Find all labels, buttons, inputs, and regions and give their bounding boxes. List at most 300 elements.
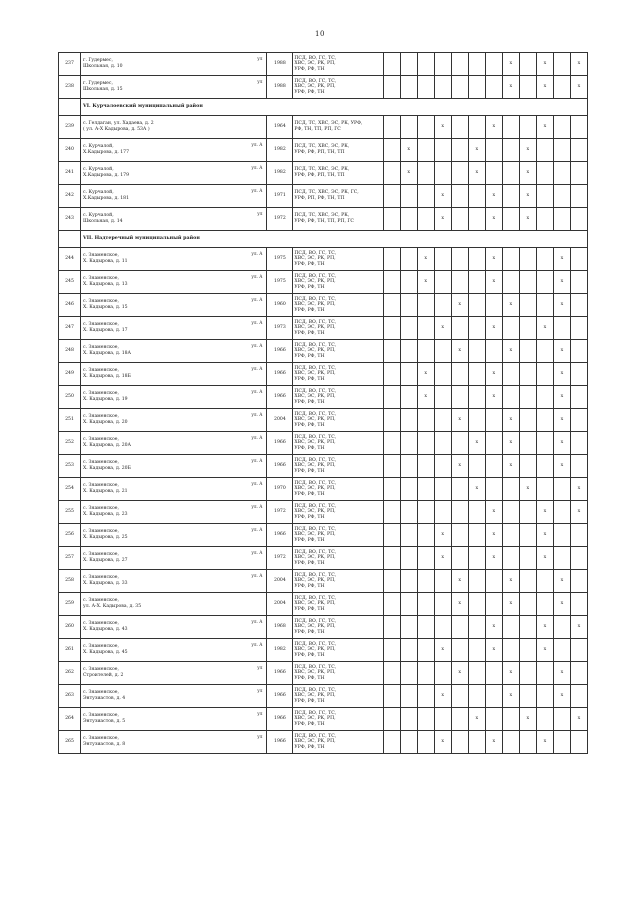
schedule-cell: x <box>485 616 502 639</box>
schedule-cell <box>434 570 451 593</box>
schedule-cell <box>570 116 587 139</box>
address-street-house: Х. Кадырова, д. 27 <box>83 558 128 563</box>
address-street-house: Х. Кадырова, д. 20 <box>83 420 128 425</box>
works-line: ХВС, ЭС, РК, РП, <box>294 555 336 561</box>
schedule-cell <box>417 139 434 162</box>
building-row <box>59 639 588 662</box>
works-line: УРФ, РФ, ТН <box>294 583 325 589</box>
row-number: 265 <box>59 731 81 754</box>
address-cell <box>81 53 267 76</box>
schedule-cell <box>570 340 587 363</box>
row-number: 237 <box>59 53 81 76</box>
schedule-cell <box>536 386 553 409</box>
works-list-cell <box>293 524 383 547</box>
works-line: УРФ, РФ, РП, ТН, ТП <box>294 150 345 155</box>
building-row <box>59 455 588 478</box>
address-cell <box>81 317 267 340</box>
schedule-cell <box>451 731 468 754</box>
schedule-cell <box>383 294 400 317</box>
schedule-cell <box>383 685 400 708</box>
works-line: ПСД, ВО, ГС, ТС, <box>294 78 337 84</box>
build-year: 1988 <box>267 53 293 76</box>
build-year: 1966 <box>267 731 293 754</box>
schedule-cell: x <box>553 685 570 708</box>
schedule-cell: x <box>485 731 502 754</box>
works-line: ХВС, ЭС, РК, РП, <box>294 302 336 308</box>
schedule-cell <box>434 409 451 432</box>
schedule-cell: x <box>536 616 553 639</box>
address-locality: с. Знаменское, <box>83 598 119 604</box>
schedule-cell <box>451 248 468 271</box>
schedule-cell <box>570 317 587 340</box>
schedule-cell <box>451 708 468 731</box>
build-year: 1966 <box>267 363 293 386</box>
schedule-cell <box>451 116 468 139</box>
street-type-label: ул. А <box>251 573 263 578</box>
schedule-cell: x <box>519 139 536 162</box>
schedule-cell <box>400 731 417 754</box>
works-list-cell <box>293 593 383 616</box>
works-line: УРФ, РФ, ТН <box>294 330 325 336</box>
schedule-cell: x <box>502 432 519 455</box>
schedule-cell: x <box>485 208 502 231</box>
schedule-cell <box>570 409 587 432</box>
schedule-cell <box>383 662 400 685</box>
build-year: 1972 <box>267 208 293 231</box>
address-locality: с. Знаменское, <box>83 368 119 374</box>
address-street-house: Х. Кадырова, д. 11 <box>83 259 128 264</box>
schedule-cell <box>451 76 468 99</box>
schedule-cell: x <box>536 317 553 340</box>
schedule-cell: x <box>536 53 553 76</box>
schedule-cell <box>417 616 434 639</box>
schedule-cell <box>553 116 570 139</box>
schedule-cell <box>468 271 485 294</box>
works-line: УРФ, РФ, ТН <box>294 307 325 313</box>
address-street-house: Х. Кадырова, д. 18Б <box>83 374 131 379</box>
schedule-cell <box>502 162 519 185</box>
address-street-house: Х. Кадырова, д. 17 <box>83 328 128 333</box>
schedule-cell: x <box>519 185 536 208</box>
schedule-cell <box>485 53 502 76</box>
row-number: 242 <box>59 185 81 208</box>
schedule-cell: x <box>485 317 502 340</box>
schedule-cell <box>451 271 468 294</box>
address-street-house: Школьная, д. 10 <box>83 64 123 69</box>
schedule-cell <box>417 185 434 208</box>
schedule-cell <box>451 547 468 570</box>
schedule-cell <box>468 317 485 340</box>
schedule-cell: x <box>553 271 570 294</box>
schedule-cell <box>536 570 553 593</box>
schedule-cell <box>519 53 536 76</box>
schedule-cell <box>451 501 468 524</box>
schedule-cell <box>570 271 587 294</box>
schedule-cell <box>570 524 587 547</box>
works-list-cell <box>293 271 383 294</box>
building-row <box>59 76 588 99</box>
schedule-cell <box>468 455 485 478</box>
street-type-label: ул. А <box>251 165 263 170</box>
schedule-cell <box>519 593 536 616</box>
works-line: УРФ, РФ, ТН <box>294 629 325 635</box>
address-cell <box>81 139 267 162</box>
schedule-cell <box>502 547 519 570</box>
schedule-cell: x <box>570 53 587 76</box>
schedule-cell <box>383 208 400 231</box>
schedule-cell <box>417 662 434 685</box>
schedule-cell <box>383 76 400 99</box>
schedule-cell <box>383 547 400 570</box>
schedule-cell <box>434 593 451 616</box>
address-cell <box>81 116 267 139</box>
row-number: 264 <box>59 708 81 731</box>
schedule-cell <box>468 185 485 208</box>
address-locality: с. Знаменское, <box>83 690 119 696</box>
works-line: УРФ, РФ, ТН <box>294 514 325 520</box>
schedule-cell <box>502 208 519 231</box>
address-cell <box>81 501 267 524</box>
schedule-cell <box>400 317 417 340</box>
schedule-cell <box>519 639 536 662</box>
row-number: 255 <box>59 501 81 524</box>
schedule-cell <box>434 455 451 478</box>
schedule-cell <box>519 524 536 547</box>
schedule-cell <box>519 340 536 363</box>
schedule-cell: x <box>400 139 417 162</box>
schedule-cell <box>502 731 519 754</box>
works-list-cell <box>293 501 383 524</box>
build-year: 1966 <box>267 386 293 409</box>
works-line: УРФ, РП, РФ, ТН, ТП <box>294 196 345 201</box>
address-cell <box>81 662 267 685</box>
address-cell <box>81 524 267 547</box>
schedule-cell <box>536 208 553 231</box>
section-num-cell <box>59 99 81 116</box>
row-number: 260 <box>59 616 81 639</box>
schedule-cell: x <box>485 524 502 547</box>
schedule-cell <box>417 524 434 547</box>
works-line: УРФ, РФ, ТН <box>294 261 325 267</box>
schedule-cell <box>468 248 485 271</box>
schedule-cell: x <box>553 409 570 432</box>
street-type-label: ул <box>257 211 263 216</box>
schedule-cell <box>553 478 570 501</box>
address-cell <box>81 386 267 409</box>
street-type-label: ул <box>257 79 263 84</box>
schedule-cell <box>519 76 536 99</box>
row-number: 250 <box>59 386 81 409</box>
street-type-label: ул. А <box>251 642 263 647</box>
schedule-cell: x <box>553 662 570 685</box>
street-type-label: ул. А <box>251 435 263 440</box>
schedule-cell <box>468 208 485 231</box>
schedule-cell: x <box>400 162 417 185</box>
works-list-cell <box>293 116 383 139</box>
schedule-cell <box>485 662 502 685</box>
works-line: ХВС, ЭС, РК, РП, <box>294 61 336 67</box>
schedule-cell: x <box>485 271 502 294</box>
schedule-cell <box>485 432 502 455</box>
schedule-cell <box>451 363 468 386</box>
schedule-cell <box>434 616 451 639</box>
schedule-cell: x <box>468 478 485 501</box>
schedule-cell <box>553 53 570 76</box>
works-line: ХВС, ЭС, РК, РП, <box>294 279 336 285</box>
schedule-cell <box>417 708 434 731</box>
works-line: ХВС, ЭС, РК, РП, <box>294 84 336 90</box>
works-line: УРФ, РФ, ТН <box>294 560 325 566</box>
schedule-cell <box>417 409 434 432</box>
address-locality: с. Знаменское, <box>83 552 119 558</box>
schedule-cell <box>434 53 451 76</box>
schedule-cell: x <box>434 116 451 139</box>
address-cell <box>81 639 267 662</box>
address-cell <box>81 294 267 317</box>
schedule-cell: x <box>434 639 451 662</box>
works-line: ПСД, ВО, ГС, ТС, <box>294 480 337 486</box>
schedule-cell <box>502 116 519 139</box>
schedule-cell <box>400 616 417 639</box>
schedule-cell <box>434 501 451 524</box>
address-locality: с. Знаменское, <box>83 529 119 535</box>
schedule-cell <box>451 185 468 208</box>
address-locality: с. Знаменское, <box>83 621 119 627</box>
schedule-cell <box>400 340 417 363</box>
schedule-cell <box>485 685 502 708</box>
street-type-label: ул. А <box>251 550 263 555</box>
schedule-cell: x <box>434 524 451 547</box>
schedule-cell <box>468 685 485 708</box>
address-street-house: Х. Кадырова, д. 25 <box>83 535 128 540</box>
address-locality: с. Курчалой, <box>83 213 114 219</box>
schedule-cell <box>570 593 587 616</box>
schedule-cell <box>553 317 570 340</box>
schedule-cell <box>383 524 400 547</box>
works-line: УРФ, РФ, РП, ТН, ТП <box>294 173 345 178</box>
works-line: ХВС, ЭС, РК, РП, <box>294 440 336 446</box>
works-line: ХВС, ЭС, РК, РП, <box>294 463 336 469</box>
works-line: ПСД, ТС, ХВС, ЭС, РК, ГС, <box>294 190 359 196</box>
schedule-cell <box>400 363 417 386</box>
street-type-label: ул. А <box>251 274 263 279</box>
building-row <box>59 524 588 547</box>
schedule-cell <box>468 570 485 593</box>
building-row <box>59 139 588 162</box>
schedule-cell <box>383 271 400 294</box>
build-year: 1966 <box>267 455 293 478</box>
schedule-cell <box>502 708 519 731</box>
schedule-cell <box>519 662 536 685</box>
schedule-cell <box>553 185 570 208</box>
address-cell <box>81 340 267 363</box>
address-street-house: Х.Кадырова, д. 177 <box>83 150 130 155</box>
schedule-cell: x <box>570 478 587 501</box>
schedule-cell <box>536 185 553 208</box>
schedule-cell <box>434 248 451 271</box>
street-type-label: ул. А <box>251 142 263 147</box>
schedule-cell <box>417 317 434 340</box>
schedule-cell: x <box>536 116 553 139</box>
schedule-cell: x <box>553 363 570 386</box>
works-line: ХВС, ЭС, РК, РП, <box>294 532 336 538</box>
address-street-house: Школьная, д. 15 <box>83 87 123 92</box>
address-locality: с. Знаменское, <box>83 506 119 512</box>
schedule-cell <box>570 248 587 271</box>
schedule-cell: x <box>536 547 553 570</box>
build-year: 1960 <box>267 294 293 317</box>
works-line: УРФ, РФ, ТН <box>294 698 325 704</box>
building-row <box>59 208 588 231</box>
works-line: УРФ, РФ, ТН <box>294 376 325 382</box>
section-num-cell <box>59 231 81 248</box>
schedule-cell <box>417 76 434 99</box>
works-list-cell <box>293 317 383 340</box>
schedule-cell: x <box>553 386 570 409</box>
schedule-cell: x <box>417 271 434 294</box>
schedule-cell <box>570 570 587 593</box>
schedule-cell <box>553 76 570 99</box>
schedule-cell <box>383 478 400 501</box>
registry-body <box>59 53 588 754</box>
schedule-cell <box>468 340 485 363</box>
schedule-cell: x <box>434 185 451 208</box>
works-list-cell <box>293 432 383 455</box>
address-locality: с. Курчалой, <box>83 190 114 196</box>
schedule-cell <box>468 76 485 99</box>
street-type-label: ул. А <box>251 504 263 509</box>
address-street-house: Х. Кадырова, д. 20А <box>83 443 132 448</box>
schedule-cell <box>536 294 553 317</box>
section-header-row <box>59 231 588 248</box>
works-line: ПСД, ВО, ГС, ТС, <box>294 388 337 394</box>
works-line: ПСД, ВО, ГС, ТС, <box>294 733 337 739</box>
row-number: 258 <box>59 570 81 593</box>
address-street-house: ( ул. А-Х Кадырова, д. 53А ) <box>83 127 150 132</box>
works-line: УРФ, РФ, ТН <box>294 445 325 451</box>
schedule-cell: x <box>434 317 451 340</box>
address-locality: с. Знаменское, <box>83 414 119 420</box>
schedule-cell <box>400 501 417 524</box>
schedule-cell <box>417 294 434 317</box>
row-number: 261 <box>59 639 81 662</box>
building-row <box>59 53 588 76</box>
schedule-cell: x <box>485 248 502 271</box>
schedule-cell: x <box>451 662 468 685</box>
schedule-cell: x <box>468 708 485 731</box>
schedule-cell <box>536 340 553 363</box>
works-list-cell <box>293 386 383 409</box>
works-list-cell <box>293 409 383 432</box>
schedule-cell: x <box>502 455 519 478</box>
building-row <box>59 685 588 708</box>
address-cell <box>81 432 267 455</box>
street-type-label: ул. А <box>251 188 263 193</box>
schedule-cell: x <box>553 593 570 616</box>
works-list-cell <box>293 685 383 708</box>
works-list-cell <box>293 340 383 363</box>
schedule-cell <box>417 116 434 139</box>
schedule-cell <box>417 593 434 616</box>
schedule-cell: x <box>502 685 519 708</box>
works-line: ХВС, ЭС, РК, РП, <box>294 624 336 630</box>
schedule-cell: x <box>553 248 570 271</box>
works-line: ХВС, ЭС, РК, РП, <box>294 486 336 492</box>
schedule-cell <box>553 139 570 162</box>
building-row <box>59 116 588 139</box>
schedule-cell: x <box>417 386 434 409</box>
works-line: УРФ, РФ, ТН <box>294 353 325 359</box>
address-street-house: Х. Кадырова, д. 33 <box>83 581 128 586</box>
address-locality: с. Знаменское, <box>83 667 119 673</box>
works-line: ХВС, ЭС, РК, РП, <box>294 716 336 722</box>
works-line: ПСД, ВО, ГС, ТС, <box>294 365 337 371</box>
schedule-cell <box>468 639 485 662</box>
building-row <box>59 409 588 432</box>
schedule-cell <box>383 116 400 139</box>
schedule-cell: x <box>485 116 502 139</box>
works-list-cell <box>293 547 383 570</box>
works-line: ХВС, ЭС, РК, РП, <box>294 693 336 699</box>
schedule-cell <box>417 731 434 754</box>
schedule-cell <box>434 432 451 455</box>
schedule-cell <box>536 478 553 501</box>
schedule-cell: x <box>485 386 502 409</box>
address-locality: с. Знаменское, <box>83 276 119 282</box>
works-line: УРФ, РФ, ТН <box>294 721 325 727</box>
address-cell <box>81 685 267 708</box>
works-line: ПСД, ВО, ГС, ТС, <box>294 664 337 670</box>
schedule-cell <box>417 570 434 593</box>
address-street-house: Строителей, д. 2 <box>83 673 124 678</box>
schedule-cell <box>400 53 417 76</box>
schedule-cell: x <box>451 593 468 616</box>
address-street-house: Х. Кадырова, д. 13 <box>83 282 128 287</box>
schedule-cell <box>434 294 451 317</box>
schedule-cell <box>553 708 570 731</box>
schedule-cell <box>502 271 519 294</box>
schedule-cell <box>536 363 553 386</box>
street-type-label: ул. А <box>251 320 263 325</box>
schedule-cell <box>519 731 536 754</box>
works-list-cell <box>293 248 383 271</box>
street-type-label: ул. А <box>251 619 263 624</box>
works-line: ХВС, ЭС, РК, РП, <box>294 325 336 331</box>
schedule-cell: x <box>502 662 519 685</box>
schedule-cell: x <box>417 248 434 271</box>
schedule-cell <box>502 363 519 386</box>
schedule-cell <box>434 708 451 731</box>
schedule-cell: x <box>553 432 570 455</box>
row-number: 262 <box>59 662 81 685</box>
build-year: 1988 <box>267 76 293 99</box>
schedule-cell <box>570 139 587 162</box>
schedule-cell <box>553 639 570 662</box>
schedule-cell <box>485 455 502 478</box>
works-line: ПСД, ВО, ГС, ТС, <box>294 319 337 325</box>
schedule-cell <box>536 432 553 455</box>
schedule-cell <box>417 208 434 231</box>
schedule-cell <box>400 547 417 570</box>
schedule-cell <box>417 639 434 662</box>
address-street-house: Х. Кадырова, д. 21 <box>83 489 128 494</box>
schedule-cell <box>519 685 536 708</box>
building-row <box>59 340 588 363</box>
address-locality: г. Гудермес, <box>83 81 113 87</box>
schedule-cell <box>570 731 587 754</box>
schedule-cell <box>485 478 502 501</box>
works-line: ПСД, ТС, ХВС, ЭС, РК, УРФ, <box>294 121 363 127</box>
